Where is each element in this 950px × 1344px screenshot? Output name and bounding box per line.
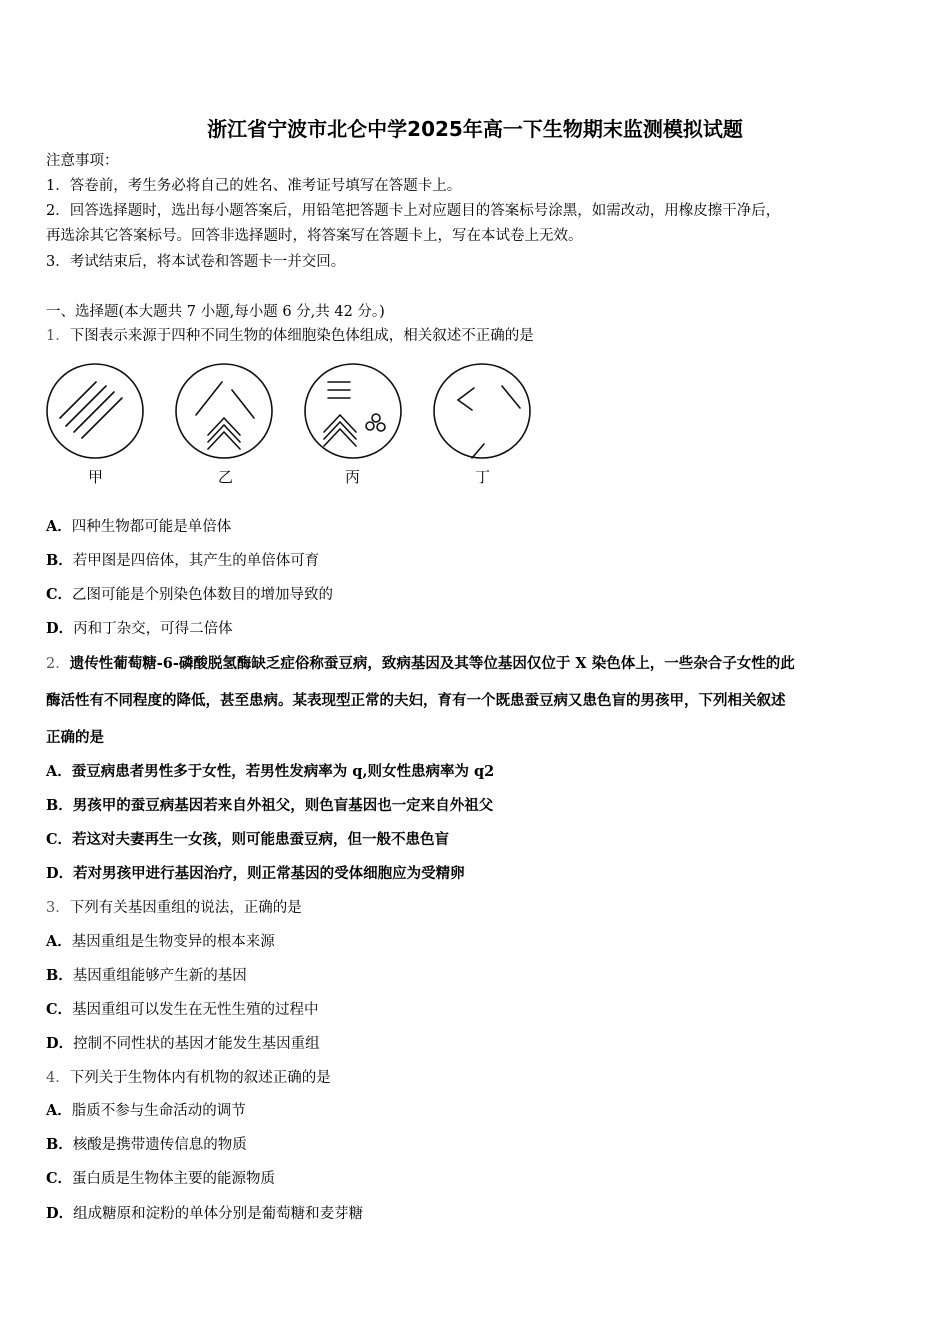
option-text: 基因重组是生物变异的根本来源 <box>71 934 275 950</box>
chromosome-diagram <box>44 360 544 490</box>
section-heading: 一、选择题(本大题共 7 小题,每小题 6 分,共 42 分。) <box>46 304 385 320</box>
option-text: 丙和丁杂交，可得二倍体 <box>73 621 233 637</box>
option-text: 若这对夫妻再生一女孩，则可能患蚕豆病，但一般不患色盲 <box>72 831 450 848</box>
chromosome <box>458 388 474 410</box>
cell-yi-outline <box>176 364 272 458</box>
option-letter: B． <box>46 797 73 814</box>
option-d <box>46 864 465 884</box>
option-letter: A． <box>46 933 72 950</box>
chromosome-figure <box>44 360 544 490</box>
question-number: 1． <box>46 328 70 344</box>
option-letter: D． <box>46 865 74 882</box>
question-text: 正确的是 <box>46 729 104 746</box>
option-d <box>46 1204 363 1224</box>
option-letter: A． <box>46 763 72 780</box>
question-text: 下列有关基因重组的说法，正确的是 <box>69 900 302 916</box>
option-text: 脂质不参与生命活动的调节 <box>71 1103 246 1119</box>
chromosome <box>502 386 520 408</box>
notice-item: 3．考试结束后，将本试卷和答题卡一并交回。 <box>46 254 346 270</box>
figure-label: 丁 <box>475 468 491 486</box>
option-d <box>46 1034 320 1054</box>
chromosome <box>208 432 240 449</box>
option-text: 组成糖原和淀粉的单体分别是葡萄糖和麦芽糖 <box>73 1206 364 1222</box>
option-letter: D． <box>46 1205 74 1222</box>
notice-item: 再选涂其它答案标号。回答非选择题时，将答案写在答题卡上，写在本试卷上无效。 <box>46 228 583 244</box>
option-letter: B． <box>46 552 73 569</box>
chromosome <box>377 423 385 431</box>
option-text: 蛋白质是生物体主要的能源物质 <box>72 1171 276 1187</box>
option-text: 蚕豆病患者男性多于女性，若男性发病率为 q,则女性患病率为 q2 <box>71 763 495 780</box>
option-letter: D． <box>46 620 74 637</box>
question-text: 酶活性有不同程度的降低，甚至患病。某表现型正常的夫妇，育有一个既患蚕豆病又患色盲的男孩甲，下列相关叙述 <box>46 692 786 709</box>
question-4-stem <box>46 1068 331 1088</box>
option-c <box>46 1169 275 1189</box>
option-c <box>46 585 333 605</box>
figure-label: 丙 <box>345 468 361 486</box>
option-letter: C． <box>46 831 73 848</box>
figure-label: 甲 <box>88 468 104 486</box>
cell-ding-outline <box>434 364 530 458</box>
chromosome <box>324 429 356 446</box>
chromosome <box>324 422 356 439</box>
option-a <box>46 932 275 952</box>
question-1-stem <box>46 326 534 346</box>
chromosome <box>232 390 254 418</box>
option-text: 乙图可能是个别染色体数目的增加导致的 <box>72 587 334 603</box>
option-b <box>46 796 493 816</box>
chromosome <box>208 425 240 442</box>
question-text: 下图表示来源于四种不同生物的体细胞染色体组成，相关叙述不正确的是 <box>69 328 534 344</box>
option-b <box>46 966 247 986</box>
option-b <box>46 1135 247 1155</box>
option-d <box>46 619 233 639</box>
page-title: 浙江省宁波市北仑中学2025年高一下生物期末监测模拟试题 <box>207 117 743 141</box>
option-text: 男孩甲的蚕豆病基因若来自外祖父，则色盲基因也一定来自外祖父 <box>72 797 494 814</box>
option-text: 控制不同性状的基因才能发生基因重组 <box>73 1036 320 1052</box>
option-letter: A． <box>46 1102 72 1119</box>
figure-label: 乙 <box>218 468 234 486</box>
option-text: 若甲图是四倍体，其产生的单倍体可育 <box>72 553 320 569</box>
option-c <box>46 1000 319 1020</box>
chromosome <box>196 382 222 415</box>
option-letter: B． <box>46 967 73 984</box>
option-letter: A． <box>46 518 72 535</box>
option-text: 基因重组可以发生在无性生殖的过程中 <box>72 1002 319 1018</box>
option-a <box>46 517 231 537</box>
question-3-stem <box>46 898 302 918</box>
chromosome <box>472 444 484 458</box>
notice-heading: 注意事项： <box>46 153 119 169</box>
option-text: 若对男孩甲进行基因治疗，则正常基因的受体细胞应为受精卵 <box>73 865 465 882</box>
question-number: 3． <box>46 900 70 916</box>
question-text: 下列关于生物体内有机物的叙述正确的是 <box>69 1070 331 1086</box>
option-letter: C． <box>46 1170 73 1187</box>
question-number: 4． <box>46 1070 70 1086</box>
option-b <box>46 551 319 571</box>
option-letter: C． <box>46 1001 73 1018</box>
option-text: 基因重组能够产生新的基因 <box>72 968 247 984</box>
notice-item: 1．答卷前，考生务必将自己的姓名、准考证号填写在答题卡上。 <box>46 178 462 194</box>
option-text: 核酸是携带遗传信息的物质 <box>72 1137 247 1153</box>
chromosome <box>60 382 96 418</box>
question-2-stem <box>46 654 795 674</box>
option-letter: B． <box>46 1136 73 1153</box>
option-a <box>46 1101 246 1121</box>
option-c <box>46 830 449 850</box>
option-letter: D． <box>46 1035 74 1052</box>
question-text: 遗传性葡萄糖-6-磷酸脱氢酶缺乏症俗称蚕豆病，致病基因及其等位基因仅位于 X 染色体上，一些杂合子女性的此 <box>69 655 795 672</box>
chromosome <box>372 414 380 422</box>
option-text: 四种生物都可能是单倍体 <box>71 519 232 535</box>
notice-item: 2．回答选择题时，选出每小题答案后，用铅笔把答题卡上对应题目的答案标号涂黑，如需改动，用橡皮擦干净后， <box>46 203 781 219</box>
option-a <box>46 762 494 782</box>
chromosome <box>366 422 374 430</box>
option-letter: C． <box>46 586 73 603</box>
question-number: 2． <box>46 656 70 672</box>
